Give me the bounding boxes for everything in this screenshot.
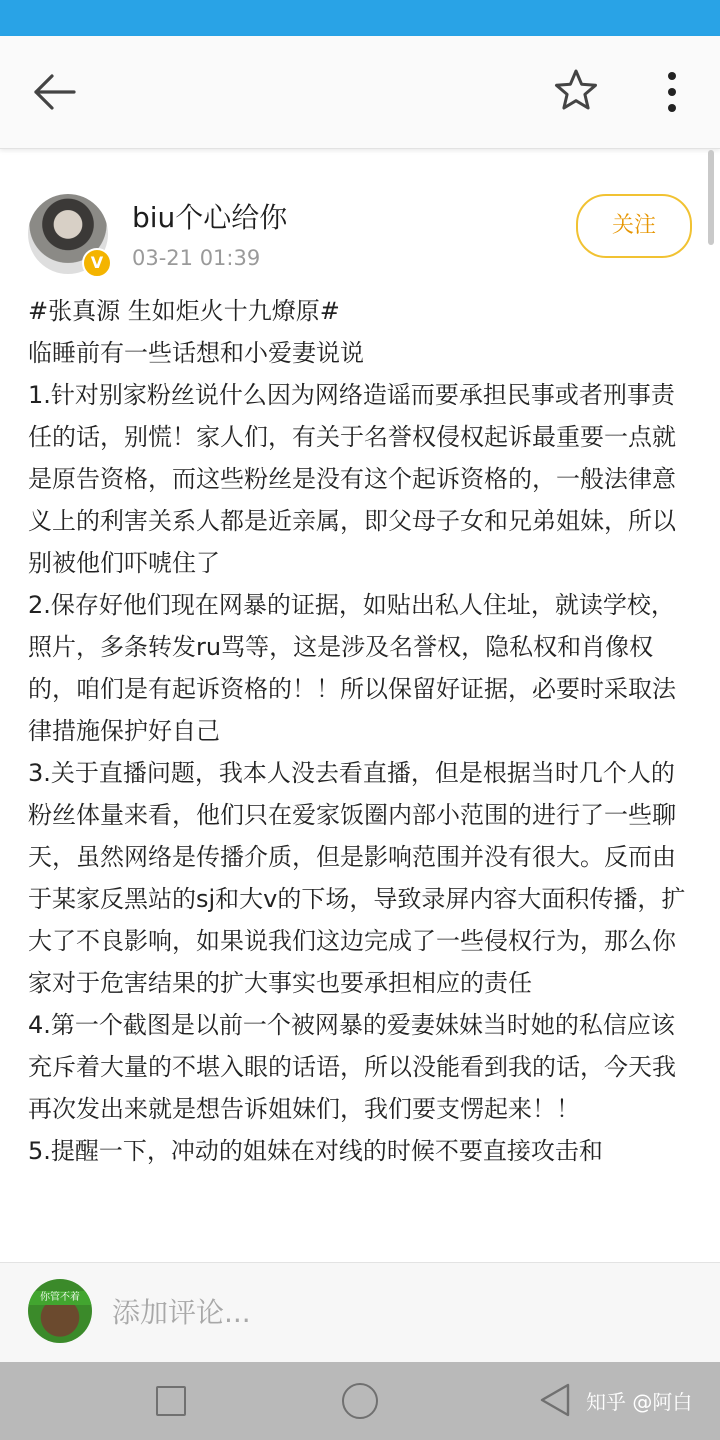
- post-body: [28, 290, 692, 1258]
- author-name[interactable]: biu个心给你: [132, 201, 288, 234]
- verified-badge: V: [82, 248, 112, 278]
- commenter-avatar[interactable]: [28, 1279, 92, 1343]
- hashtag-link[interactable]: #张真源 生如炬火十九燎原#: [28, 297, 340, 325]
- app-bar: [0, 36, 720, 149]
- post-paragraph: 2.保存好他们现在网暴的证据，如贴出私人住址，就读学校，照片，多条转发ru骂等，这是涉及名誉权，隐私权和肖像权的，咱们是有起诉资格的！！所以保留好证据，必要时采取法律措施保护好自己: [28, 591, 676, 745]
- comment-input[interactable]: 添加评论...: [112, 1296, 251, 1329]
- post-line: 临睡前有一些话想和小爱妻说说: [28, 339, 364, 367]
- back-button[interactable]: [28, 66, 80, 118]
- post-paragraph: 3.关于直播问题，我本人没去看直播，但是根据当时几个人的粉丝体量来看，他们只在爱家饭圈内部小范围的进行了一些聊天，虽然网络是传播介质，但是影响范围并没有很大。反而由于某家反黑站的sj和大v的下场，导致录屏内容大面积传播，扩大了不良影响，如果说我们这边完成了一些侵权行为，那么你家对于危害结果的扩大事实也要承担相应的责任: [28, 759, 686, 997]
- system-nav-bar: [0, 1362, 720, 1440]
- more-vertical-icon: [650, 66, 694, 118]
- back-triangle-icon[interactable]: [538, 1382, 572, 1418]
- star-outline-icon: [552, 66, 600, 114]
- post-paragraph: 5.提醒一下，冲动的姐妹在对线的时候不要直接攻击和: [28, 1137, 603, 1165]
- comment-bar: [0, 1262, 720, 1363]
- recent-apps-icon[interactable]: [156, 1386, 186, 1416]
- post-time: 03-21 01:39: [132, 246, 261, 270]
- favorite-button[interactable]: [552, 66, 600, 114]
- arrow-left-icon: [28, 66, 80, 118]
- more-options-button[interactable]: [650, 66, 694, 118]
- watermark: 知乎 @阿白: [586, 1390, 693, 1414]
- post-paragraph: 1.针对别家粉丝说什么因为网络造谣而要承担民事或者刑事责任的话，别慌！家人们，有关于名誉权侵权起诉最重要一点就是原告资格，而这些粉丝是没有这个起诉资格的，一般法律意义上的利害关系人都是近亲属，即父母子女和兄弟姐妹，所以别被他们吓唬住了: [28, 381, 676, 577]
- avatar-cap-text: 你管不着: [28, 1291, 92, 1305]
- post-paragraph: 4.第一个截图是以前一个被网暴的爱妻妹妹当时她的私信应该充斥着大量的不堪入眼的话语，所以没能看到我的话，今天我再次发出来就是想告诉姐妹们，我们要支愣起来！！: [28, 1011, 676, 1123]
- follow-button[interactable]: 关注: [576, 194, 692, 258]
- home-icon[interactable]: [342, 1383, 378, 1419]
- post-header: [0, 160, 720, 280]
- status-bar: [0, 0, 720, 36]
